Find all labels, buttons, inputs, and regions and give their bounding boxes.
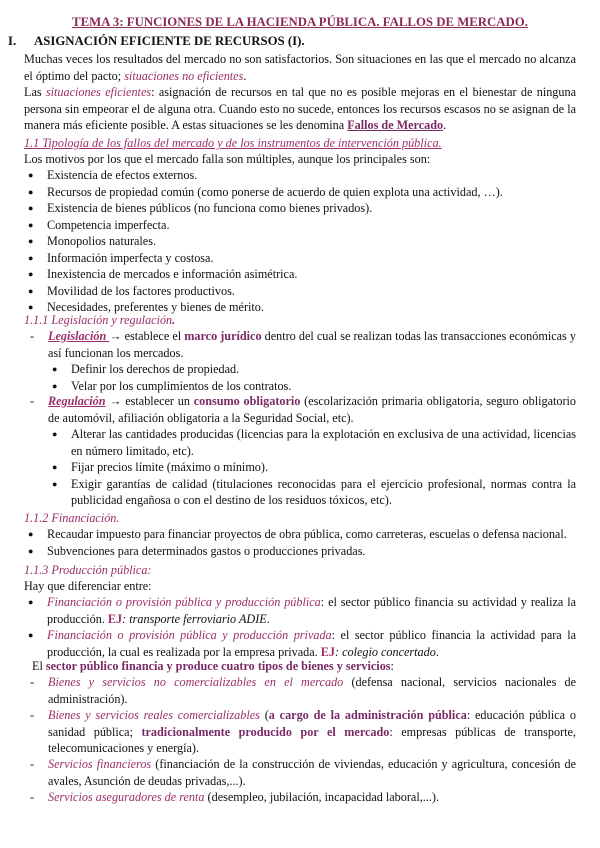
term-fallos-de-mercado: Fallos de Mercado xyxy=(347,118,444,132)
term-comercializables: Bienes y servicios reales comercializables xyxy=(48,708,260,722)
item-text: (desempleo, jubilación, incapacidad laboral,...). xyxy=(204,790,440,804)
list-item: ● Monopolios naturales. xyxy=(24,233,576,250)
subsection-heading-1-1-2: 1.1.2 Financiación. xyxy=(24,511,120,525)
subsection-heading-1-1: 1.1 Tipología de los fallos del mercado y de los instrumentos de intervención pública. xyxy=(24,136,442,150)
term-produccion-privada: Financiación o provisión pública y producción privada xyxy=(47,628,332,642)
list-item: ● Movilidad de los factores productivos. xyxy=(24,283,576,300)
list-item xyxy=(24,594,576,627)
item-text: : el sector público financia la actividad para la producción, la cual es realizada por la empresa privada. xyxy=(47,628,576,659)
item-text: ( xyxy=(259,708,269,722)
sector-publico-lead xyxy=(32,658,584,675)
heading-text: 1.1.1 Legislación y regulación xyxy=(24,313,173,327)
term-no-comercializables: Bienes y servicios no comercializables en el mercado xyxy=(48,675,344,689)
subsection-lead: Hay que diferenciar entre: xyxy=(24,579,152,593)
item-text: : empresas públicas de transporte, telecomunicaciones y energía). xyxy=(48,724,576,755)
heading-dot: . xyxy=(172,313,176,327)
list-item: ● Competencia imperfecta. xyxy=(24,217,576,234)
regulacion-sublist xyxy=(48,426,576,509)
list-item: ● Velar por los cumplimientos de los contratos. xyxy=(48,378,576,395)
term-situaciones-no-eficientes: situaciones no eficientes xyxy=(124,68,244,83)
section-number: I. xyxy=(8,34,17,48)
subsection-heading-1-1-3: 1.1.3 Producción pública: xyxy=(24,563,152,577)
item-text: dentro del cual se realizan todas las transacciones económicas y así funcionan los mercados. xyxy=(48,329,576,360)
market-failure-list xyxy=(24,167,576,316)
list-item: ● Exigir garantías de calidad (titulaciones reconocidas para el ejercicio profesional, normas contra la publicidad engañosa o con el destino de los residuos tóxicos, etc). xyxy=(48,476,576,509)
item-text: (financiación de la construcción de viviendas, educación y agricultura, concesión de avales, Asunción de deudas privadas,...). xyxy=(48,757,576,788)
dash-marker: - xyxy=(30,675,35,689)
item-text: → establecer un xyxy=(105,394,194,408)
term-regulacion: Regulación xyxy=(48,394,106,408)
item-text: → establece el xyxy=(109,329,185,343)
term-marco-juridico: marco jurídico xyxy=(184,329,262,343)
lead-text-end: : xyxy=(390,659,394,673)
dash-item-aseguradores xyxy=(24,789,576,806)
intro-paragraph-2 xyxy=(24,84,576,134)
example-label: EJ xyxy=(107,611,123,626)
item-text-end: . xyxy=(266,611,270,626)
item-text: (escolarización primaria obligatoria, seguro obligatorio de automóvil, afiliación obligatoria a la Seguridad Social, etc). xyxy=(48,394,577,425)
term-produccion-publica: Financiación o provisión pública y producción pública xyxy=(47,595,321,609)
financiacion-list xyxy=(24,526,576,559)
intro-text: : asignación de recursos en tal que no es posible mejoras en el bienestar de ninguna persona sin empeorar el de alguna otra. Cuando esto no sucede, entonces los recursos escasos no se asignan de la manera más eficiente posible. A estas situaciones se les denomina xyxy=(24,85,576,132)
list-item: ● Inexistencia de mercados e información asimétrica. xyxy=(24,266,576,283)
list-item: ● Definir los derechos de propiedad. xyxy=(48,361,576,378)
item-text-end: . xyxy=(435,644,439,659)
list-item: ● Fijar precios límite (máximo o mínimo). xyxy=(48,459,576,476)
dash-marker: - xyxy=(30,708,35,722)
term-legislacion: Legislación xyxy=(48,329,110,343)
intro-text-end: . xyxy=(443,118,447,132)
document-title: TEMA 3: FUNCIONES DE LA HACIENDA PÚBLICA. FALLOS DE MERCADO. xyxy=(72,15,528,29)
item-text: (defensa nacional, servicios nacionales de administración). xyxy=(48,675,577,706)
legislacion-sublist xyxy=(48,361,576,394)
item-text: : educación pública o sanidad pública; xyxy=(48,708,576,739)
term-situaciones-eficientes: situaciones eficientes xyxy=(45,85,152,99)
lead-text: El xyxy=(32,659,46,673)
dash-marker: - xyxy=(30,394,35,408)
dash-marker: - xyxy=(30,790,35,804)
example-text: : transporte ferroviario ADIE xyxy=(122,611,267,626)
list-item: ● Existencia de efectos externos. xyxy=(24,167,576,184)
term-servicios-aseguradores: Servicios aseguradores de renta xyxy=(48,790,205,804)
intro-text: Las xyxy=(24,85,46,99)
intro-paragraph-1 xyxy=(24,51,576,84)
term-producido-por-mercado: tradicionalmente producido por el mercado xyxy=(141,724,390,739)
list-item: ● Recursos de propiedad común (como ponerse de acuerdo de quien explota una actividad, …). xyxy=(24,184,576,201)
list-item: ● Existencia de bienes públicos (no funciona como bienes privados). xyxy=(24,200,576,217)
dash-marker: - xyxy=(30,329,35,343)
intro-text: Muchas veces los resultados del mercado no son satisfactorios. Son situaciones en las que el mercado no alcanza el óptimo del pacto; xyxy=(24,52,576,83)
list-item: ● Información imperfecta y costosa. xyxy=(24,250,576,267)
term-administracion-publica: a cargo de la administración pública xyxy=(268,708,467,722)
dash-item-financieros xyxy=(24,756,576,789)
item-text: : el sector público financia su actividad y realiza la producción. xyxy=(47,595,577,626)
subsection-heading-1-1-1 xyxy=(24,312,576,329)
list-item: ● Subvenciones para determinados gastos o producciones privadas. xyxy=(24,543,576,560)
list-item xyxy=(24,627,576,660)
example-text: : colegio concertado xyxy=(334,644,436,659)
dash-item-regulacion xyxy=(24,393,576,426)
dash-marker: - xyxy=(30,757,35,771)
term-consumo-obligatorio: consumo obligatorio xyxy=(193,394,301,408)
term-servicios-financieros: Servicios financieros xyxy=(48,757,152,771)
list-item: ● Necesidades, preferentes y bienes de mérito. xyxy=(24,299,576,316)
section-heading xyxy=(8,33,305,50)
section-title: ASIGNACIÓN EFICIENTE DE RECURSOS (I). xyxy=(34,34,305,48)
subsection-lead: Los motivos por los que el mercado falla son múltiples, aunque los principales son: xyxy=(24,152,431,166)
list-item: ● Recaudar impuesto para financiar proyectos de obra pública, como carreteras, escuelas o defensa nacional. xyxy=(24,526,576,543)
example-label: EJ xyxy=(320,644,335,659)
dash-item-comercializables xyxy=(24,707,576,757)
dash-item-legislacion xyxy=(24,328,576,361)
intro-text-end: . xyxy=(243,68,247,83)
list-item: ● Alterar las cantidades producidas (licencias para la explotación en exclusiva de una actividad, licencias en número limitado, etc). xyxy=(48,426,576,459)
dash-item-no-comercializables xyxy=(24,674,576,707)
term-sector-publico: sector público financia y produce cuatro tipos de bienes y servicios xyxy=(45,659,391,673)
produccion-list xyxy=(24,594,576,660)
